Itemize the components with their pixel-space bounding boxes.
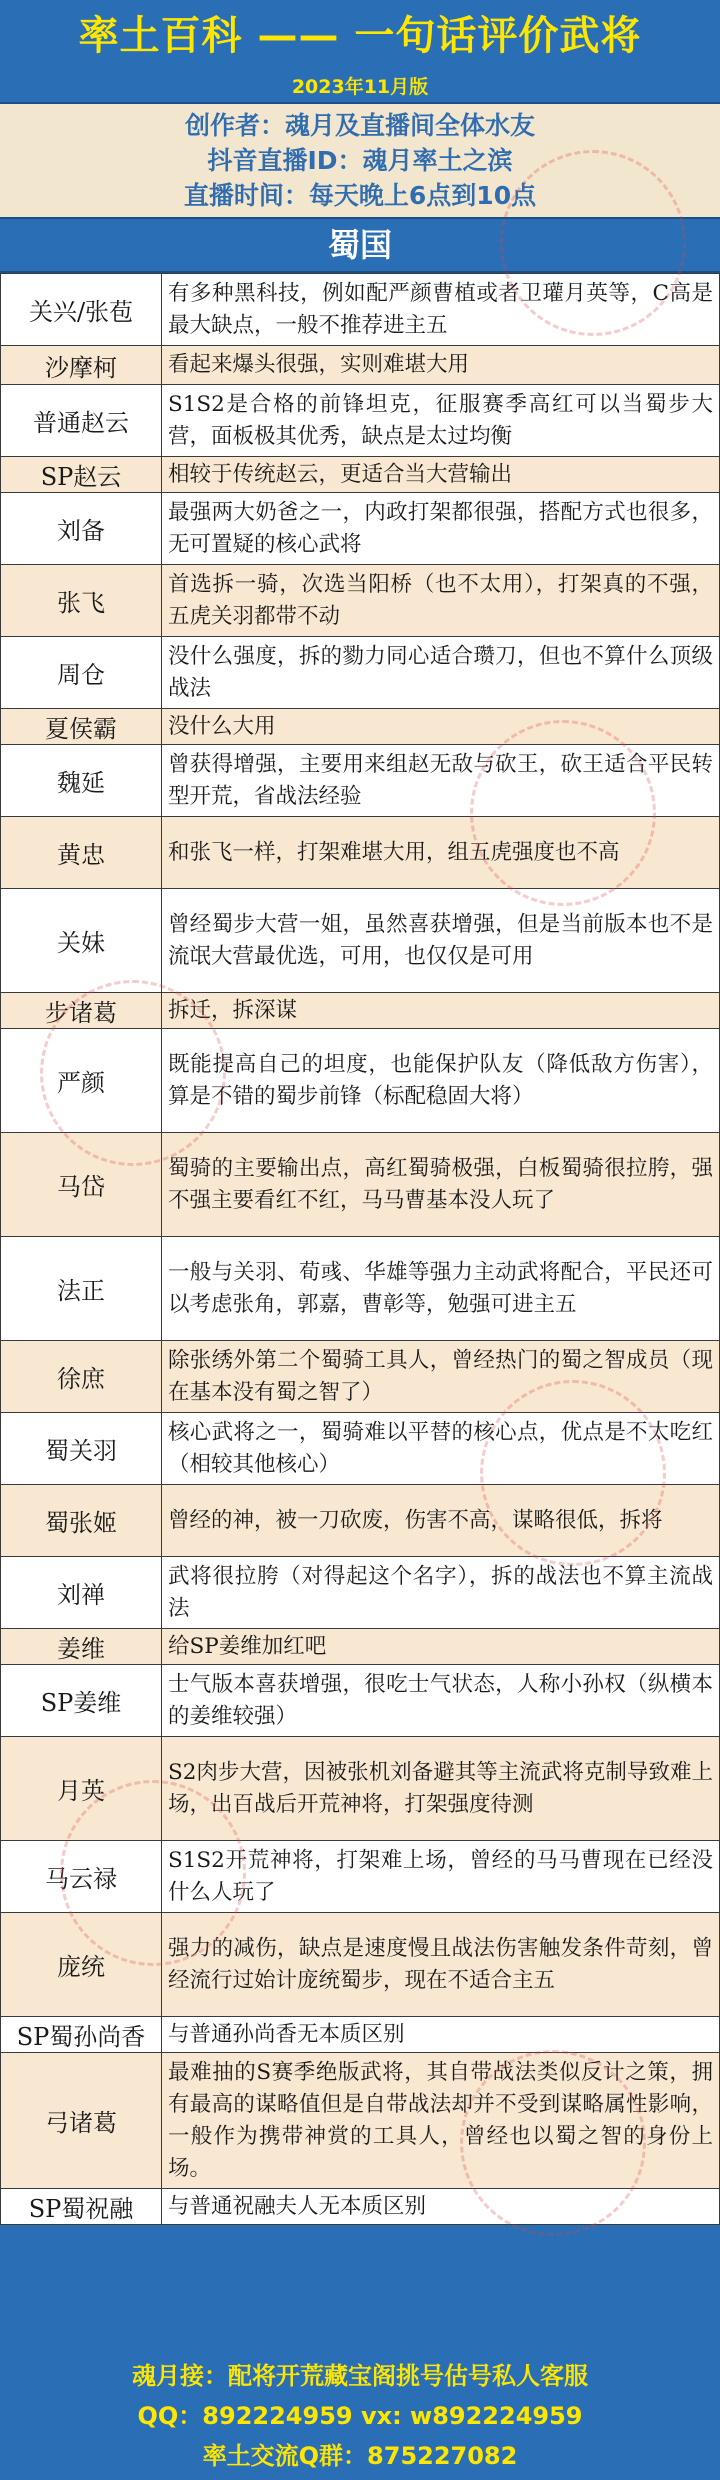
general-review: 曾经蜀步大营一姐，虽然喜获增强，但是当前版本也不是流氓大营最优选，可用，也仅仅是可用 [162,889,720,993]
general-name: 月英 [1,1737,162,1841]
table-row [1,346,720,385]
general-review: 相较于传统赵云，更适合当大营输出 [162,457,720,493]
general-table [0,273,720,2225]
general-name: SP蜀祝融 [1,2189,162,2225]
table-row [1,2017,720,2053]
general-review: 最难抽的S赛季绝版武将，其自带战法类似反计之策，拥有最高的谋略值但是自带战法却并不受到谋略属性影响，一般作为携带神赏的工具人，曾经也以蜀之智的身份上场。 [162,2053,720,2189]
general-review: S1S2是合格的前锋坦克，征服赛季高红可以当蜀步大营，面板极其优秀，缺点是太过均衡 [162,385,720,457]
general-review: 最强两大奶爸之一，内政打架都很强，搭配方式也很多，无可置疑的核心武将 [162,493,720,565]
general-name: SP姜维 [1,1665,162,1737]
general-review: 一般与关羽、荀彧、华雄等强力主动武将配合，平民还可以考虑张角，郭嘉，曹彰等，勉强可进主五 [162,1237,720,1341]
general-review: 曾经的神，被一刀砍废，伤害不高，谋略很低，拆将 [162,1485,720,1557]
general-name: 关妹 [1,889,162,993]
table-row [1,493,720,565]
version-label: 2023年11月版 [0,72,720,102]
footer-contact-line: QQ：892224959 vx: w892224959 [137,2402,583,2430]
table-row [1,637,720,709]
general-review: 给SP姜维加红吧 [162,1629,720,1665]
general-review: 武将很拉胯（对得起这个名字），拆的战法也不算主流战法 [162,1557,720,1629]
douyin-line: 抖音直播ID：魂月率土之滨 [207,146,513,175]
table-row [1,1913,720,2017]
general-name: 张飞 [1,565,162,637]
general-review: S2肉步大营，因被张机刘备避其等主流武将克制导致难上场，出百战后开荒神将，打架强度待测 [162,1737,720,1841]
table-row [1,1629,720,1665]
table-row [1,1557,720,1629]
general-name: 刘备 [1,493,162,565]
general-name: 蜀张姬 [1,1485,162,1557]
general-review: 首选拆一骑，次选当阳桥（也不太用），打架真的不强，五虎关羽都带不动 [162,565,720,637]
info-panel [0,102,720,219]
general-review: 曾获得增强，主要用来组赵无敌与砍王，砍王适合平民转型开荒，省战法经验 [162,745,720,817]
table-row [1,745,720,817]
general-name: 普通赵云 [1,385,162,457]
general-name: 蜀关羽 [1,1413,162,1485]
general-review: S1S2开荒神将，打架难上场，曾经的马马曹现在已经没什么人玩了 [162,1841,720,1913]
creator-line: 创作者：魂月及直播间全体水友 [184,111,535,140]
table-row [1,889,720,993]
table-row [1,1413,720,1485]
footer-service-line: 魂月接：配将开荒藏宝阁挑号估号私人客服 [132,2362,588,2390]
footer [0,2354,720,2480]
table-row [1,565,720,637]
general-review: 和张飞一样，打架难堪大用，组五虎强度也不高 [162,817,720,889]
general-name: 庞统 [1,1913,162,2017]
general-name: 严颜 [1,1029,162,1133]
general-review: 核心武将之一，蜀骑难以平替的核心点，优点是不太吃红（相较其他核心） [162,1413,720,1485]
table-row [1,1485,720,1557]
general-review: 强力的减伤，缺点是速度慢且战法伤害触发条件苛刻，曾经流行过始计庞统蜀步，现在不适合主五 [162,1913,720,2017]
section-title: 蜀国 [0,219,720,273]
table-row [1,1237,720,1341]
general-review: 有多种黑科技，例如配严颜曹植或者卫瓘月英等，C高是最大缺点，一般不推荐进主五 [162,274,720,346]
general-name: 步诸葛 [1,993,162,1029]
general-name: 马云禄 [1,1841,162,1913]
general-review: 蜀骑的主要输出点，高红蜀骑极强，白板蜀骑很拉胯，强不强主要看红不红，马马曹基本没人玩了 [162,1133,720,1237]
general-review: 与普通孙尚香无本质区别 [162,2017,720,2053]
table-row [1,1665,720,1737]
table-row [1,1841,720,1913]
table-row [1,274,720,346]
general-name: 弓诸葛 [1,2053,162,2189]
general-name: 沙摩柯 [1,346,162,385]
general-name: 魏延 [1,745,162,817]
general-name: 黄忠 [1,817,162,889]
general-name: 刘禅 [1,1557,162,1629]
general-name: 法正 [1,1237,162,1341]
page-title: 率土百科 —— 一句话评价武将 [0,0,720,72]
footer-group-line: 率土交流Q群：875227082 [202,2442,518,2470]
table-row [1,385,720,457]
general-name: SP赵云 [1,457,162,493]
table-row [1,709,720,745]
general-name: 关兴/张苞 [1,274,162,346]
general-name: 姜维 [1,1629,162,1665]
table-row [1,817,720,889]
table-row [1,2189,720,2225]
table-row [1,993,720,1029]
general-review: 士气版本喜获增强，很吃士气状态，人称小孙权（纵横本的姜维较强） [162,1665,720,1737]
table-row [1,1737,720,1841]
table-row [1,1341,720,1413]
live-time-line: 直播时间：每天晚上6点到10点 [183,181,537,210]
general-review: 看起来爆头很强，实则难堪大用 [162,346,720,385]
general-review: 没什么大用 [162,709,720,745]
general-review: 与普通祝融夫人无本质区别 [162,2189,720,2225]
table-row [1,1029,720,1133]
general-review: 拆迁，拆深谋 [162,993,720,1029]
general-name: 马岱 [1,1133,162,1237]
general-review: 既能提高自己的坦度，也能保护队友（降低敌方伤害），算是不错的蜀步前锋（标配稳固大将） [162,1029,720,1133]
table-row [1,2053,720,2189]
table-row [1,457,720,493]
general-review: 除张绣外第二个蜀骑工具人，曾经热门的蜀之智成员（现在基本没有蜀之智了） [162,1341,720,1413]
general-name: 周仓 [1,637,162,709]
general-name: 夏侯霸 [1,709,162,745]
table-row [1,1133,720,1237]
general-name: SP蜀孙尚香 [1,2017,162,2053]
general-name: 徐庶 [1,1341,162,1413]
general-review: 没什么强度，拆的勠力同心适合瓒刀，但也不算什么顶级战法 [162,637,720,709]
